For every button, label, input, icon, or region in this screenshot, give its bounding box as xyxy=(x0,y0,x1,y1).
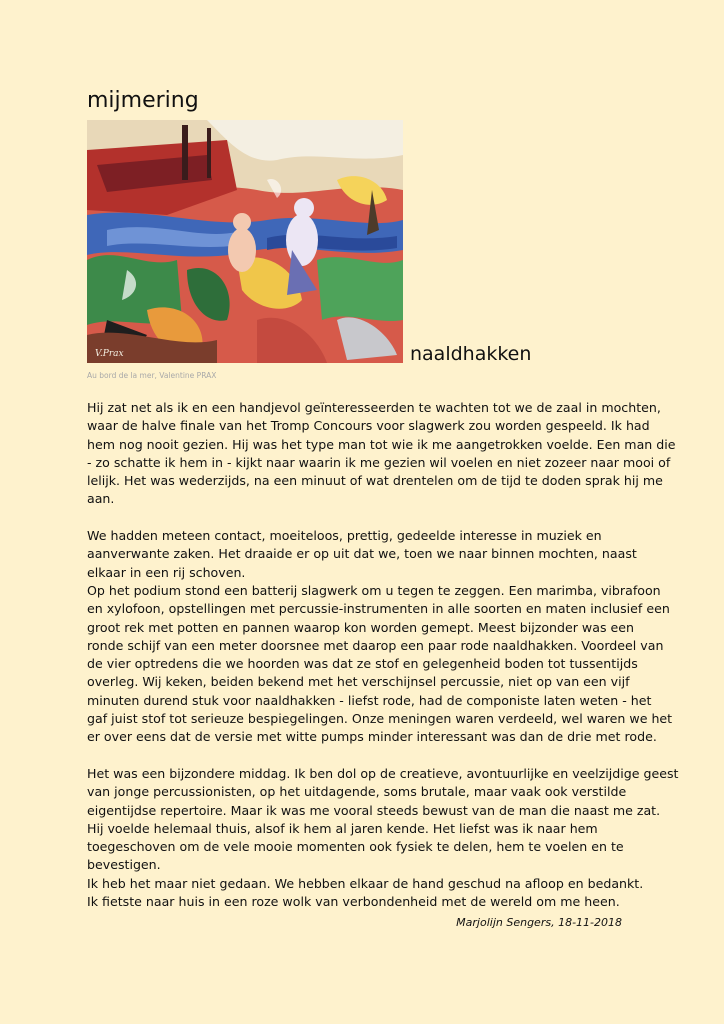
body-text xyxy=(87,399,679,911)
text-line: aan. xyxy=(87,491,115,507)
text-line: Ik fietste naar huis in een roze wolk van verbondenheid met de wereld om me heen. xyxy=(87,894,620,910)
paragraph-2 xyxy=(87,527,673,747)
text-line: We hadden meteen contact, moeiteloos, prettig, gedeelde interesse in muziek en xyxy=(87,528,602,544)
svg-text:V.Prax: V.Prax xyxy=(95,349,124,359)
text-line: overleg. Wij keken, beiden bekend met het verschijnsel percussie, niet op van een vijf xyxy=(87,674,630,690)
text-line: en xylofoon, opstellingen met percussie-instrumenten in alle soorten en maten inclusief een xyxy=(87,601,670,617)
paragraph-gap xyxy=(87,747,647,765)
text-line: van jonge percussionisten, op het uitdagende, soms brutale, maar vaak ook verstilde xyxy=(87,784,627,800)
document-title: mijmering xyxy=(87,88,199,113)
text-line: Hij voelde helemaal thuis, alsof ik hem al jaren kende. Het liefst was ik naar hem xyxy=(87,820,598,836)
text-line: toegeschoven om de vele mooie momenten ook fysiek te delen, hem te voelen en te xyxy=(87,839,624,855)
text-line: minuten durend stuk voor naaldhakken - liefst rode, had de componiste laten weten - het xyxy=(87,692,652,708)
text-line: groot rek met potten en pannen waarop kon worden gemept. Meest bijzonder was een xyxy=(87,619,634,635)
text-line: Hij zat net als ik en een handjevol geïnteresseerden te wachten tot we de zaal in mochten, xyxy=(87,400,661,415)
text-line: de vier optredens die we hoorden was dat ze stof en gelegenheid boden tot tussentijds xyxy=(87,656,638,672)
text-line: aanverwante zaken. Het draaide er op uit dat we, toen we naar binnen mochten, naast xyxy=(87,546,637,562)
text-line: Ik heb het maar niet gedaan. We hebben elkaar de hand geschud na afloop en bedankt. xyxy=(87,875,644,891)
text-line: bevestigen. xyxy=(87,857,161,873)
text-line: lelijk. Het was wederzijds, na een minuut of wat drentelen om de tijd te doden sprak hij me xyxy=(87,473,663,489)
text-line: Het was een bijzondere middag. Ik ben dol op de creatieve, avontuurlijke en veelzijdige geest xyxy=(87,765,679,781)
text-line: waar de halve finale van het Tromp Concours voor slagwerk zou worden gespeeld. Ik had xyxy=(87,418,650,434)
text-line: hem nog nooit gezien. Hij was het type man tot wie ik me aangetrokken voelde. Een man die xyxy=(87,436,676,452)
document-subtitle: naaldhakken xyxy=(410,343,532,365)
author-signature: Marjolijn Sengers, 18-11-2018 xyxy=(456,916,622,929)
paragraph-3 xyxy=(87,765,679,911)
text-line: eigentijdse repertoire. Maar ik was me vooral steeds bewust van de man die naast me zat. xyxy=(87,802,661,818)
paragraph-1 xyxy=(87,399,676,509)
text-line: Op het podium stond een batterij slagwerk om u tegen te zeggen. Een marimba, vibrafoon xyxy=(87,582,661,598)
painting-image xyxy=(87,120,403,363)
text-line: - zo schatte ik hem in - kijkt naar waarin ik me gezien wil voelen en niet zozeer naar mooi of xyxy=(87,454,671,470)
text-line: ronde schijf van een meter doorsnee met daarop een paar rode naaldhakken. Voordeel van xyxy=(87,637,664,653)
image-caption: Au bord de la mer, Valentine PRAX xyxy=(87,371,217,380)
paragraph-gap xyxy=(87,509,647,527)
text-line: gaf juist stof tot serieuze bespiegelingen. Onze meningen waren verdeeld, wel waren we het xyxy=(87,711,673,727)
text-line: er over eens dat de versie met witte pumps minder interessant was dan de drie met rode. xyxy=(87,729,657,745)
text-line: elkaar in een rij schoven. xyxy=(87,564,246,580)
